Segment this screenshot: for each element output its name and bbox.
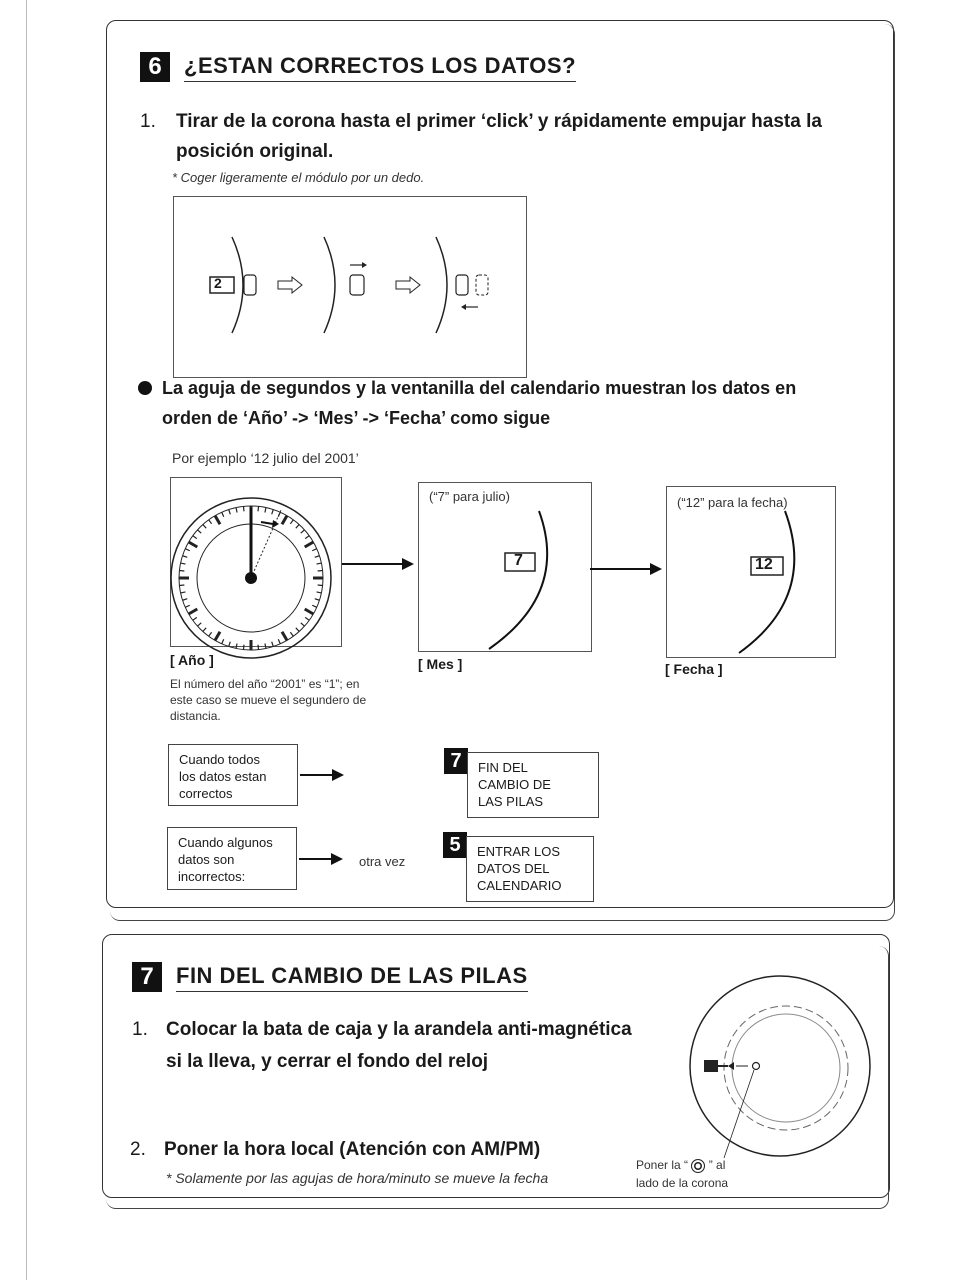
month-caption: (“7” para julio) bbox=[429, 489, 510, 504]
step-note: * Solamente por las agujas de hora/minuto se mueve la fecha bbox=[166, 1170, 549, 1186]
month-figure bbox=[418, 482, 592, 652]
step-2 bbox=[130, 1136, 630, 1166]
crown-1 bbox=[244, 275, 256, 295]
case-back-figure bbox=[688, 978, 888, 1178]
watch-dial-drawing bbox=[171, 478, 341, 646]
section-title: FIN DEL CAMBIO DE LAS PILAS bbox=[176, 963, 528, 992]
section-title: ¿ESTAN CORRECTOS LOS DATOS? bbox=[184, 53, 576, 82]
outline-arrow-1 bbox=[278, 277, 302, 293]
correct-line2: los datos estan bbox=[179, 769, 267, 784]
day-caption: (“12” para la fecha) bbox=[677, 495, 788, 510]
ref-line1: FIN DEL bbox=[478, 760, 528, 775]
ref-box bbox=[467, 752, 599, 818]
ref-box bbox=[466, 836, 594, 902]
step-1 bbox=[140, 108, 880, 168]
ref-section-5 bbox=[443, 832, 594, 902]
arrow-month-to-day bbox=[590, 568, 652, 570]
section-6-header bbox=[140, 52, 576, 82]
correct-line1: Cuando todos bbox=[179, 752, 260, 767]
arrow-incorrect bbox=[299, 858, 333, 860]
section-number-badge: 7 bbox=[132, 962, 162, 992]
step-text-line2: posición original. bbox=[176, 141, 334, 162]
section-number-badge: 6 bbox=[140, 52, 170, 82]
step-number: 2. bbox=[130, 1139, 146, 1160]
year-dial-figure bbox=[170, 477, 342, 647]
step-note: * Coger ligeramente el módulo por un dedo. bbox=[172, 170, 425, 185]
ref-line1: ENTRAR LOS bbox=[477, 844, 561, 859]
ref-number-badge: 7 bbox=[444, 748, 468, 774]
ref-line3: LAS PILAS bbox=[478, 794, 544, 809]
ref-line2: CAMBIO DE bbox=[478, 777, 551, 792]
day-case-arc bbox=[667, 487, 835, 657]
incorrect-line2: datos son bbox=[178, 852, 235, 867]
step-text-line1: Tirar de la corona hasta el primer ‘click’ y rápidamente empujar hasta la bbox=[176, 111, 822, 132]
correct-line3: correctos bbox=[179, 786, 233, 801]
step-text-line1: Poner la hora local (Atención con AM/PM) bbox=[164, 1139, 541, 1160]
year-description-line3: distancia. bbox=[170, 709, 221, 723]
arrow-head bbox=[650, 563, 662, 575]
page-edge-line bbox=[26, 0, 27, 1280]
ref-number-badge: 5 bbox=[443, 832, 467, 858]
caption-part-b: ” al bbox=[708, 1158, 726, 1172]
example-text: Por ejemplo ‘12 julio del 2001’ bbox=[172, 450, 359, 466]
step-number: 1. bbox=[132, 1019, 148, 1040]
year-description-line2: este caso se mueve el segundero de bbox=[170, 693, 367, 707]
step-text-line1: Colocar la bata de caja y la arandela anti-magnética bbox=[166, 1019, 632, 1040]
arrow-correct bbox=[300, 774, 334, 776]
bullet-line1: La aguja de segundos y la ventanilla del calendario muestran los datos en bbox=[162, 378, 797, 398]
arrow-year-to-month bbox=[342, 563, 404, 565]
case-arc-2 bbox=[324, 237, 335, 333]
day-label: [ Fecha ] bbox=[665, 661, 723, 677]
step-1 bbox=[132, 1016, 672, 1078]
second-hand bbox=[251, 510, 281, 578]
month-case-arc bbox=[419, 483, 591, 651]
crown-caption-line2: lado de la corona bbox=[636, 1176, 729, 1190]
ref-line3: CALENDARIO bbox=[477, 878, 562, 893]
incorrect-condition-box bbox=[167, 827, 297, 890]
case-arc-3 bbox=[436, 237, 447, 333]
ring-icon bbox=[691, 1159, 705, 1173]
day-figure bbox=[666, 486, 836, 658]
arrow-head bbox=[331, 853, 343, 865]
bullet-dot bbox=[138, 381, 152, 395]
incorrect-line1: Cuando algunos bbox=[178, 835, 273, 850]
day-digit: 12 bbox=[755, 556, 773, 573]
crown-3-ghost bbox=[476, 275, 488, 295]
crown-sequence-figure bbox=[173, 196, 527, 378]
month-label: [ Mes ] bbox=[418, 656, 463, 672]
crown-2 bbox=[350, 275, 364, 295]
step-number: 1. bbox=[140, 111, 156, 132]
otra-vez-text: otra vez bbox=[359, 854, 406, 869]
ref-line2: DATOS DEL bbox=[477, 861, 550, 876]
arrow-head bbox=[332, 769, 344, 781]
year-description-line1: El número del año “2001” es “1”; en bbox=[170, 677, 360, 691]
month-digit: 7 bbox=[514, 552, 523, 569]
correct-condition-box bbox=[168, 744, 298, 806]
outline-arrow-2 bbox=[396, 277, 420, 293]
crown-caption-line1 bbox=[636, 1158, 725, 1173]
section-7-header bbox=[132, 962, 528, 992]
digit-2-label: 2 bbox=[214, 275, 222, 291]
crown-3 bbox=[456, 275, 468, 295]
bullet-line2: orden de ‘Año’ -> ‘Mes’ -> ‘Fecha’ como sigue bbox=[162, 408, 551, 428]
ref-section-7 bbox=[444, 748, 599, 818]
caption-part-a: Poner la “ bbox=[636, 1158, 689, 1172]
year-label: [ Año ] bbox=[170, 652, 214, 668]
step-text-line2: si la lleva, y cerrar el fondo del reloj bbox=[166, 1051, 489, 1072]
arrow-head bbox=[402, 558, 414, 570]
crown-sequence-drawing bbox=[174, 197, 526, 377]
incorrect-line3: incorrectos: bbox=[178, 869, 246, 884]
